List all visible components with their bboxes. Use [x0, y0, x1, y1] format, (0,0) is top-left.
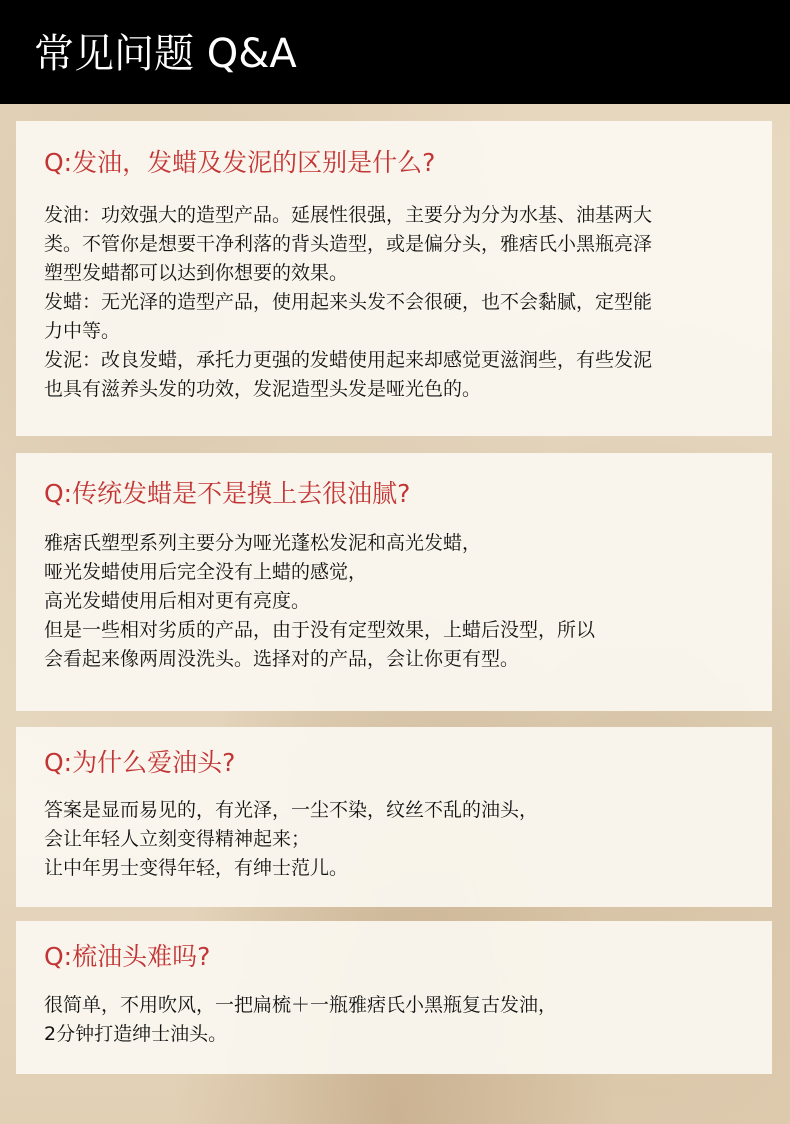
- faq-card-2: [16, 453, 772, 711]
- faq-answer-line: 哑光发蜡使用后完全没有上蜡的感觉，: [44, 561, 368, 583]
- faq-question-3: Q:为什么爱油头?: [44, 748, 236, 777]
- page-title: 常见问题 Q&A: [34, 31, 297, 77]
- faq-answer-line: 力中等。: [44, 320, 121, 342]
- faq-answer-line: 发泥：改良发蜡，承托力更强的发蜡使用起来却感觉更滋润些，有些发泥: [44, 349, 653, 371]
- faq-question-4: Q:梳油头难吗?: [44, 942, 211, 971]
- faq-answer-line: 也具有滋养头发的功效，发泥造型头发是哑光色的。: [44, 378, 482, 400]
- faq-answer-line: 很简单，不用吹风，一把扁梳＋一瓶雅痞氏小黑瓶复古发油，: [44, 994, 558, 1016]
- faq-answer-line: 发油：功效强大的造型产品。延展性很强，主要分为分为水基、油基两大: [44, 204, 653, 226]
- faq-answer-line: 发蜡：无光泽的造型产品，使用起来头发不会很硬，也不会黏腻，定型能: [44, 291, 653, 313]
- faq-answer-line: 会让年轻人立刻变得精神起来；: [44, 828, 311, 850]
- faq-answer-line: 雅痞氏塑型系列主要分为哑光蓬松发泥和高光发蜡，: [44, 532, 482, 554]
- faq-answer-line: 2分钟打造绅士油头。: [44, 1023, 228, 1045]
- faq-card-3: [16, 727, 772, 907]
- faq-card-1: [16, 121, 772, 436]
- faq-answer-line: 高光发蜡使用后相对更有亮度。: [44, 590, 311, 612]
- faq-answer-line: 让中年男士变得年轻，有绅士范儿。: [44, 857, 349, 879]
- faq-question-1: Q:发油，发蜡及发泥的区别是什么?: [44, 148, 436, 177]
- faq-answer-line: 答案是显而易见的，有光泽，一尘不染，纹丝不乱的油头，: [44, 799, 539, 821]
- faq-answer-4: [44, 991, 744, 1049]
- faq-answer-1: [44, 201, 744, 404]
- page-header: [0, 0, 790, 104]
- faq-answer-line: 但是一些相对劣质的产品，由于没有定型效果，上蜡后没型，所以: [44, 619, 596, 641]
- faq-answer-3: [44, 796, 744, 883]
- faq-answer-line: 类。不管你是想要干净利落的背头造型，或是偏分头，雅痞氏小黑瓶亮泽: [44, 233, 653, 255]
- faq-answer-line: 会看起来像两周没洗头。选择对的产品，会让你更有型。: [44, 648, 520, 670]
- faq-answer-line: 塑型发蜡都可以达到你想要的效果。: [44, 262, 349, 284]
- faq-answer-2: [44, 529, 744, 674]
- faq-card-4: [16, 921, 772, 1074]
- faq-question-2: Q:传统发蜡是不是摸上去很油腻?: [44, 479, 411, 508]
